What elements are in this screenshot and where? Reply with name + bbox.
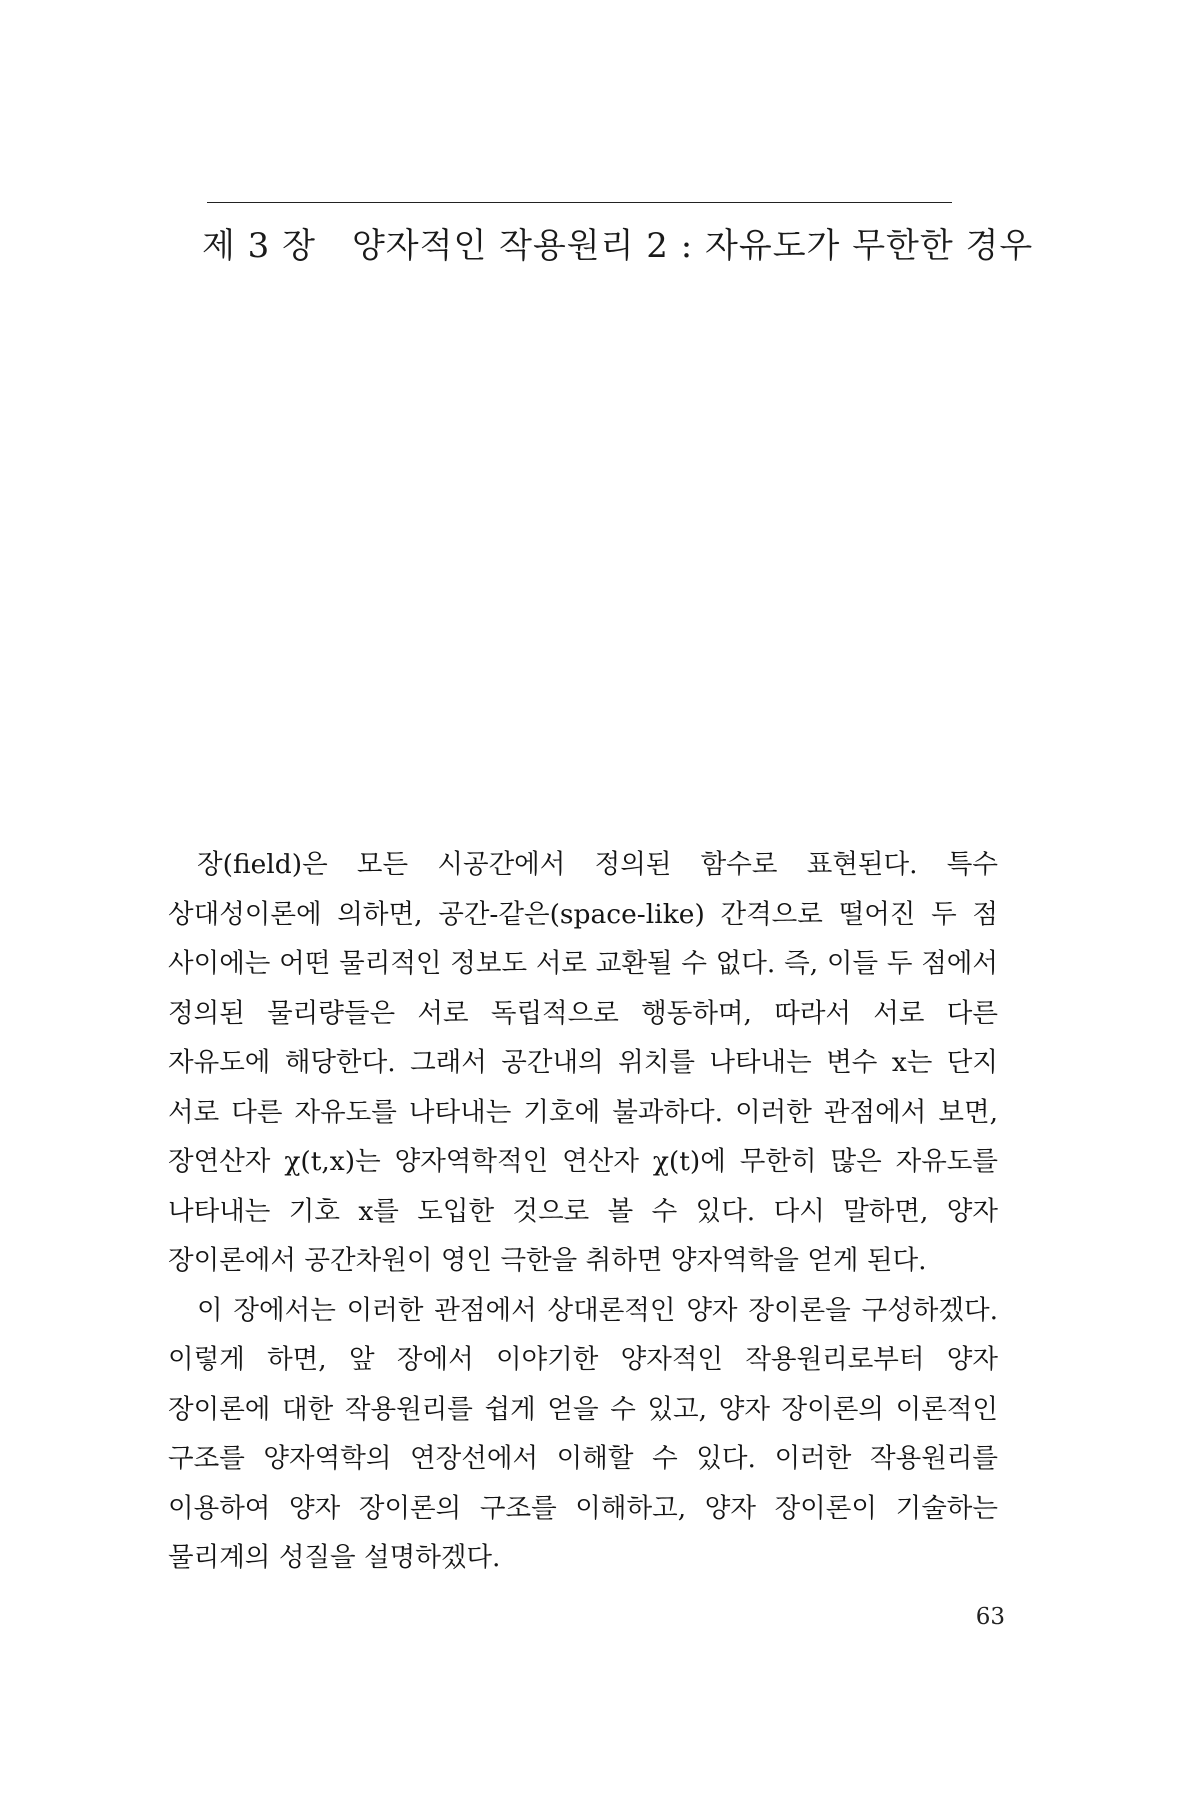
body-paragraph-1: 장(field)은 모든 시공간에서 정의된 함수로 표현된다. 특수 상대성이론에 의하면, 공간-같은(space-like) 간격으로 떨어진 두 점 사이에는 어떤 물리적인 정보도 서로 교환될 수 없다. 즉, 이들 두 점에서 정의된 물리량들은 서로 독립적으로 행동하며, 따라서 서로 다른 자유도에 해당한다. 그래서 공간내의 위치를 나타내는 변수 x는 단지 서로 다른 자유도를 나타내는 기호에 불과하다. 이러한 관점에서 보면, 장연산자 χ(t,x)는 양자역학적인 연산자 χ(t)에 무한히 많은 자유도를 나타내는 기호 x를 도입한 것으로 볼 수 있다. 다시 말하면, 양자 장이론에서 공간차원이 영인 극한을 취하면 양자역학을 얻게 된다. [168, 849, 998, 1276]
chapter-title: 양자적인 작용원리 2 : 자유도가 무한한 경우 [351, 226, 1034, 266]
chapter-number: 제 3 장 [202, 226, 316, 266]
chapter-heading [202, 218, 1034, 274]
page-number: 63 [975, 1604, 1005, 1630]
chapter-heading-rule [207, 202, 952, 203]
chapter-introduction [168, 840, 998, 1583]
body-paragraph-2: 이 장에서는 이러한 관점에서 상대론적인 양자 장이론을 구성하겠다. 이렇게 하면, 앞 장에서 이야기한 양자적인 작용원리로부터 양자 장이론에 대한 작용원리를 쉽게 얻을 수 있고, 양자 장이론의 이론적인 구조를 양자역학의 연장선에서 이해할 수 있다. 이러한 작용원리를 이용하여 양자 장이론의 구조를 이해하고, 양자 장이론이 기술하는 물리계의 성질을 설명하겠다. [168, 1294, 998, 1573]
